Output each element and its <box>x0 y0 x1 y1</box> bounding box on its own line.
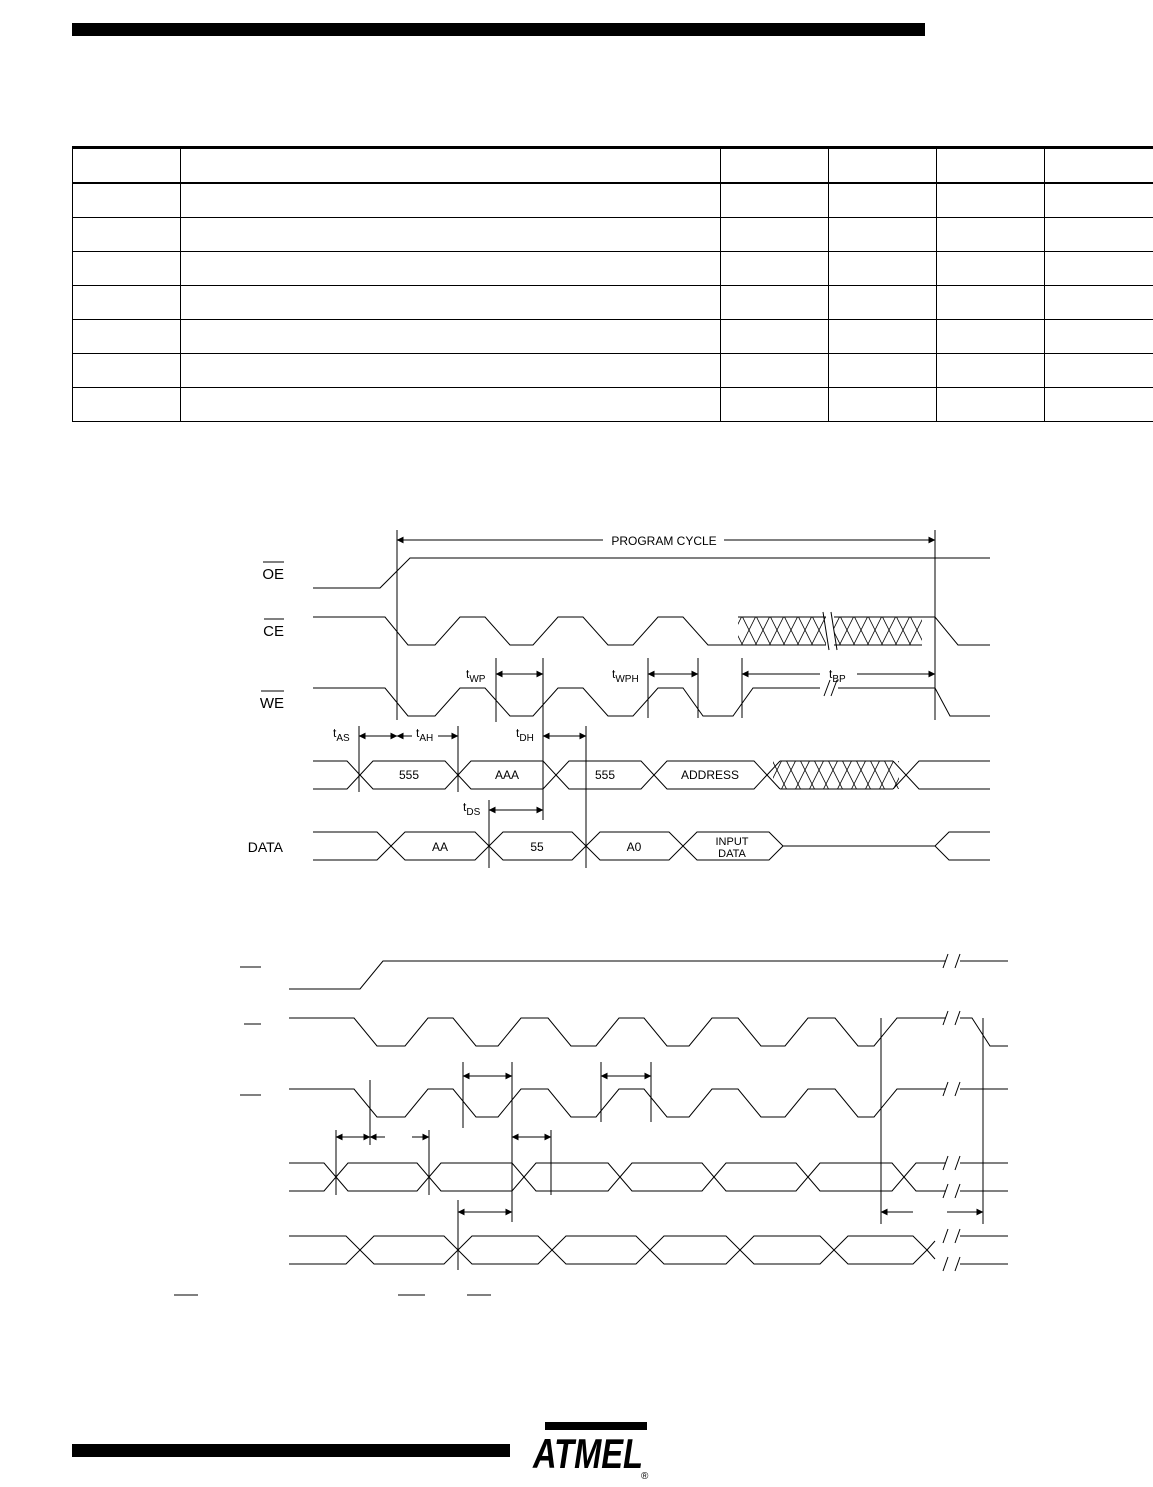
t-wp-label: $t_{WP}$ <box>466 667 486 685</box>
address-value: ADDRESS <box>680 768 740 782</box>
atmel-logo <box>527 1420 657 1482</box>
data-value: AA <box>431 840 449 854</box>
svg-text:®: ® <box>641 1471 649 1482</box>
data-label: DATA <box>247 839 283 855</box>
oe-waveform <box>313 558 990 588</box>
sector-cycle-waveform <box>240 954 1008 1271</box>
address-value: AAA <box>494 768 520 782</box>
data-value: A0 <box>626 840 642 854</box>
t-wph-label: $t_{WPH}$ <box>612 667 639 685</box>
program-cycle-waveform <box>313 530 990 868</box>
t-bp-label: $t_{BP}$ <box>829 667 846 685</box>
ce-waveform-2 <box>289 1018 946 1046</box>
svg-text:ATMEL: ATMEL <box>532 1430 643 1477</box>
ce-waveform <box>313 617 738 645</box>
footer-rule <box>72 1444 510 1457</box>
data-bus-waveform <box>313 832 990 860</box>
t-ah-label: $t_{AH}$ <box>416 726 434 744</box>
t-dh-label: $t_{DH}$ <box>516 726 534 744</box>
program-cycle-labels <box>248 533 846 860</box>
data-value: 55 <box>530 840 544 854</box>
input-data-line1: INPUT <box>715 836 749 848</box>
t-as-label: $t_{AS}$ <box>333 726 350 744</box>
t-ds-label: $t_{DS}$ <box>463 800 481 818</box>
program-cycle-label: PROGRAM CYCLE <box>611 534 717 548</box>
address-value: 555 <box>398 768 420 782</box>
ce-label: CE <box>263 623 284 640</box>
oe-waveform-2 <box>289 961 946 989</box>
input-data-line2: DATA <box>718 848 746 860</box>
we-waveform-2 <box>289 1089 946 1117</box>
we-label: WE <box>259 695 284 712</box>
oe-label: OE <box>262 566 284 583</box>
address-value: 555 <box>594 768 616 782</box>
we-waveform <box>313 688 820 716</box>
